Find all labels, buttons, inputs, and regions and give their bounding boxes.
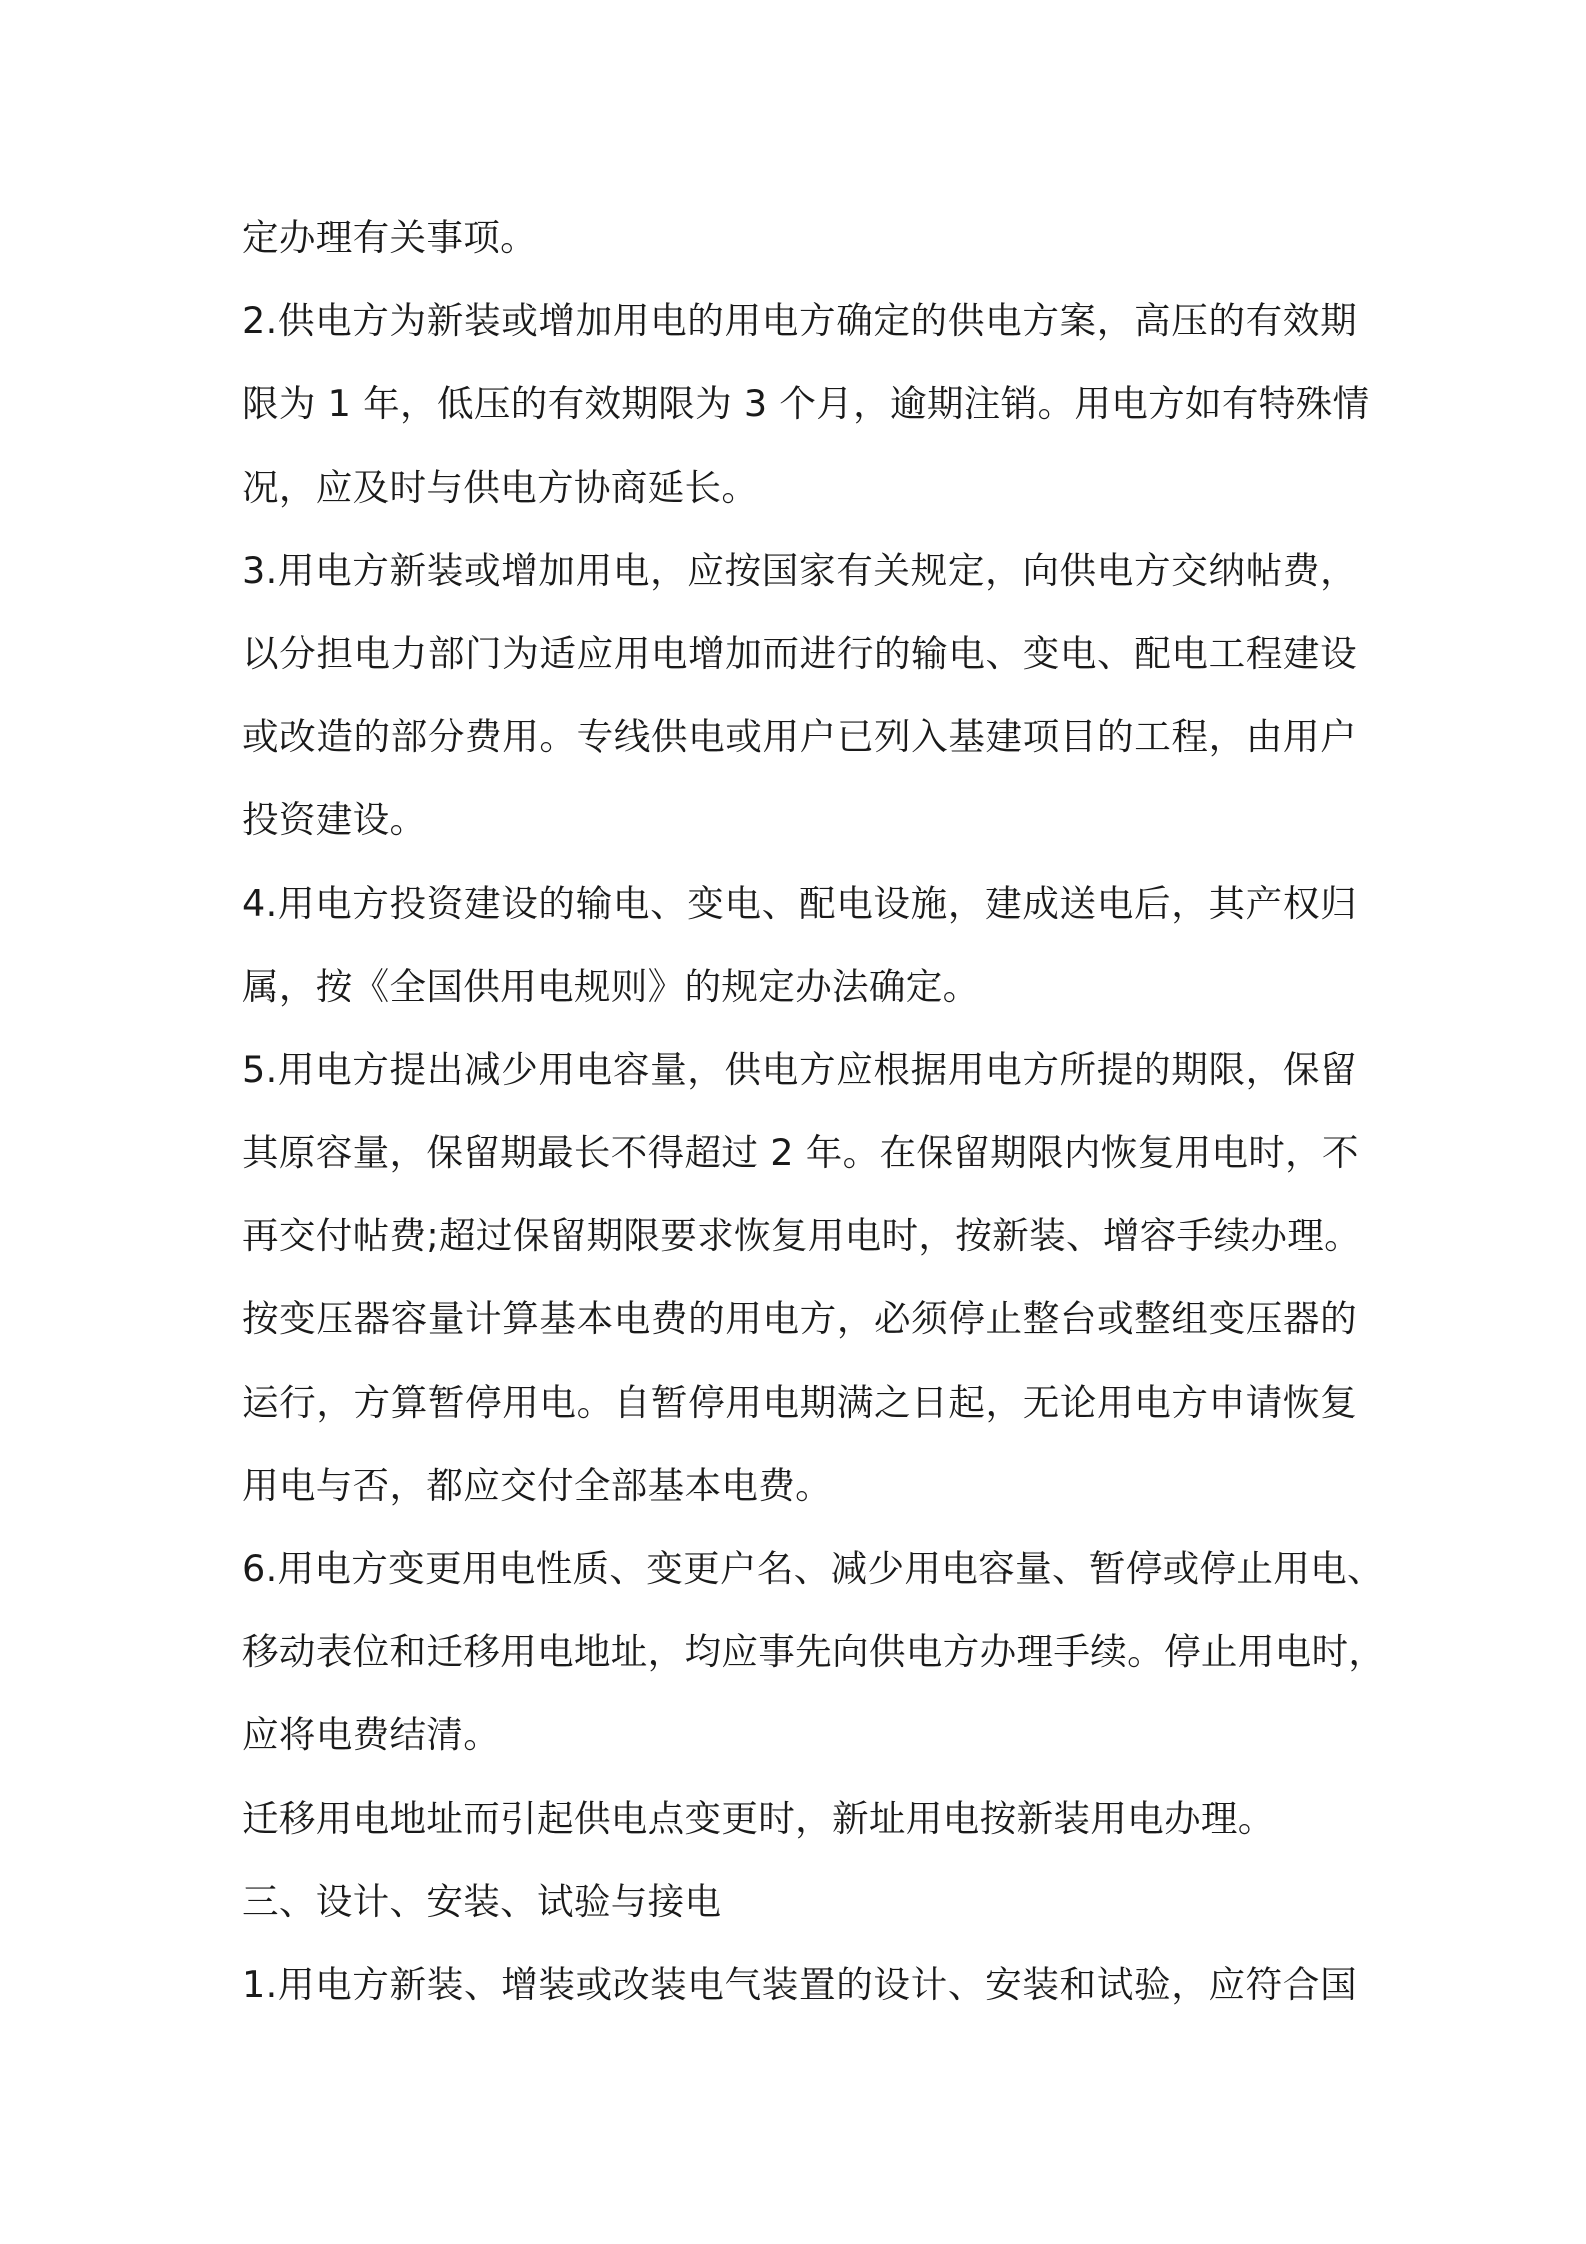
paragraph-item-2 [242, 279, 1370, 529]
text-line: 限为 1 年，低压的有效期限为 3 个月，逾期注销。用电方如有特殊情 [242, 382, 1370, 426]
text-line: 用电与否，都应交付全部基本电费。 [242, 1463, 833, 1507]
text-line: 6.用电方变更用电性质、变更户名、减少用电容量、暂停或停止用电、 [242, 1547, 1384, 1590]
text-line: 应将电费结清。 [242, 1713, 501, 1757]
section-heading-3 [242, 1860, 1357, 1943]
paragraph-item-6 [242, 1527, 1386, 1777]
paragraph-item-5 [242, 1028, 1361, 1527]
text-line: 4.用电方投资建设的输电、变电、配电设施，建成送电后，其产权归 [242, 881, 1357, 925]
paragraph-continuation [242, 196, 1357, 279]
paragraph-section-3-item-1 [242, 1943, 1357, 2026]
section-heading: 三、设计、安装、试验与接电 [242, 1879, 722, 1923]
text-line: 况，应及时与供电方协商延长。 [242, 465, 759, 509]
text-line: 3.用电方新装或增加用电，应按国家有关规定，向供电方交纳帖费， [242, 548, 1357, 592]
paragraph-item-4 [242, 862, 1357, 1028]
text-line: 1.用电方新装、增装或改装电气装置的设计、安装和试验，应符合国 [242, 1962, 1357, 2006]
text-line: 运行，方算暂停用电。自暂停用电期满之日起，无论用电方申请恢复 [242, 1380, 1357, 1424]
text-line: 以分担电力部门为适应用电增加而进行的输电、变电、配电工程建设 [242, 631, 1357, 675]
text-line: 5.用电方提出减少用电容量，供电方应根据用电方所提的期限，保留 [242, 1047, 1357, 1091]
text-line: 按变压器容量计算基本电费的用电方，必须停止整台或整组变压器的 [242, 1297, 1357, 1341]
text-line: 属，按《全国供用电规则》的规定办法确定。 [242, 964, 980, 1008]
text-line: 或改造的部分费用。专线供电或用户已列入基建项目的工程，由用户 [242, 715, 1357, 759]
text-line: 其原容量，保留期最长不得超过 2 年。在保留期限内恢复用电时，不 [242, 1131, 1359, 1175]
text-line: 投资建设。 [242, 798, 427, 842]
paragraph-relocation [242, 1777, 1357, 1860]
document-body [242, 196, 1386, 2026]
text-line: 移动表位和迁移用电地址，均应事先向供电方办理手续。停止用电时， [242, 1630, 1386, 1674]
paragraph-item-3 [242, 529, 1357, 862]
text-line: 2.供电方为新装或增加用电的用电方确定的供电方案，高压的有效期 [242, 299, 1357, 343]
text-line: 迁移用电地址而引起供电点变更时，新址用电按新装用电办理。 [242, 1796, 1275, 1840]
text-line: 定办理有关事项。 [242, 216, 538, 259]
text-line: 再交付帖费;超过保留期限要求恢复用电时，按新装、增容手续办理。 [242, 1214, 1361, 1258]
